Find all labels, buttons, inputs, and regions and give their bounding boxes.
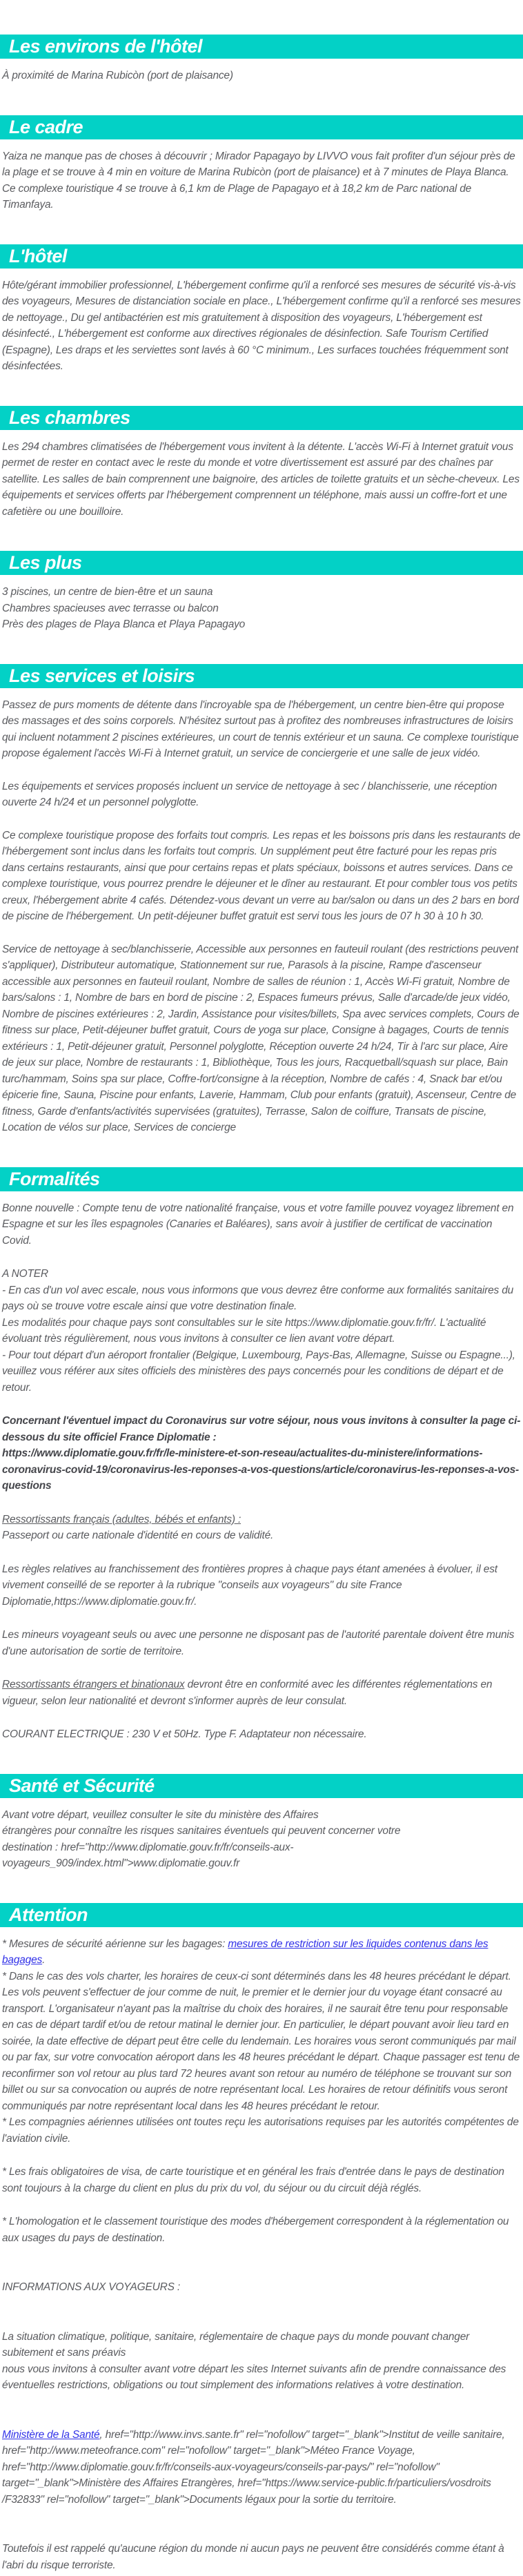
section-header-attention xyxy=(0,1903,523,1927)
section-body-services xyxy=(0,697,523,1136)
bagages-prefix: * Mesures de sécurité aérienne sur les bagages: xyxy=(2,1938,228,1950)
section-body-hotel xyxy=(0,277,523,375)
section-title-plus: Les plus xyxy=(9,552,82,573)
a-noter-line: - En cas d'un vol avec escale, nous vous informons que vous devrez être conforme aux formalités sanitaires du pays où se trouve votre escale ainsi que votre destination finale. xyxy=(2,1284,514,1312)
courant-electrique-text: COURANT ELECTRIQUE : 230 V et 50Hz. Type F. Adaptateur non nécessaire. xyxy=(2,1728,367,1740)
ressortissants-francais-heading: Ressortissants français (adultes, bébés et enfants) : xyxy=(2,1513,241,1525)
homologation-text: * L'homologation et le classement touristique des modes d'hébergement correspondent à la réglementation ou aux usages du pays de destination. xyxy=(2,2216,509,2244)
section-header-formalites xyxy=(0,1167,523,1191)
section-body-sante xyxy=(0,1807,523,1872)
list-item: 3 piscines, un centre de bien-être et un sauna xyxy=(2,586,213,598)
ressortissants-etrangers-block xyxy=(2,1677,521,1709)
a-noter-line: Les modalités pour chaque pays sont consultables sur le site https://www.diplomatie.gouv.fr/fr/. L'actualité évoluant très régulièrement, nous vous invitons à consulter ce lien avant votre départ. xyxy=(2,1316,486,1345)
page xyxy=(0,35,523,2573)
informations-voyageurs-heading: INFORMATIONS AUX VOYAGEURS : xyxy=(2,2281,180,2293)
section-title-environs: Les environs de l'hôtel xyxy=(9,36,202,57)
services-paragraph: Passez de purs moments de détente dans l'incroyable spa de l'hébergement, un centre bien-être qui propose des massages et des soins corporels. N'hésitez surtout pas à profitez des nombreuses infrastructures de loisirs qui incluent notamment 2 piscines extérieures, un court de tennis extérieur et un sauna. Ce complexe touristique propose également l'accès Wi-Fi à Internet gratuit, un service de conciergerie et une salle de jeux vidéo. xyxy=(2,699,519,759)
mineurs-text: Les mineurs voyageant seuls ou avec une personne ne disposant pas de l'autorité parentale doivent être munis d'une autorisation de sortie de territoire. xyxy=(2,1629,515,1657)
environs-text: À proximité de Marina Rubicòn (port de plaisance) xyxy=(2,70,233,81)
section-header-services xyxy=(0,664,523,688)
ministere-sante-link[interactable]: Ministère de la Santé xyxy=(2,2428,100,2441)
frontieres-text: Les règles relatives au franchissement des frontières propres à chaque pays étant amenées à évoluer, il est vivement conseillé de se reporter à la rubrique "conseils aux voyageurs" du site France Diplomatie,https://www.diplomatie.gouv.fr/. xyxy=(2,1563,497,1608)
cadre-text: Yaiza ne manque pas de choses à découvrir ; Mirador Papagayo by LIVVO vous fait profiter d'un séjour près de la plage et se trouve à 4 min en voiture de Marina Rubicòn (port de plaisance) et à 7 minutes de Playa Blanca. Ce complexe touristique 4 se trouve à 6,1 km de Plage de Papagayo et à 18,2 km de Parc national de Timanfaya. xyxy=(2,150,515,211)
situation-line: La situation climatique, politique, sanitaire, réglementaire de chaque pays du monde pouvant changer subitement et sans préavis xyxy=(2,2330,470,2359)
section-body-formalites xyxy=(0,1200,523,1743)
bagages-restriction-link[interactable]: mesures de restriction sur les liquides contenus dans les bagages xyxy=(2,1938,489,1966)
passeport-text: Passeport ou carte nationale d'identité en cours de validité. xyxy=(2,1530,274,1541)
situation-block xyxy=(2,2329,521,2394)
services-amenities-list: Service de nettoyage à sec/blanchisserie, Accessible aux personnes en fauteuil roulant (des restrictions peuvent s'appliquer), Distributeur automatique, Stationnement sur rue, Parasols à la piscine, Rampe d'ascenseur accessible aux personnes en fauteuil roulant, Nombre de salles de réunion : 1, Accès Wi-Fi gratuit, Nombre de bars/salons : 1, Nombre de bars en bord de piscine : 2, Espaces fumeurs prévus, Salle d'arcade/de jeux vidéo, Nombre de piscines extérieures : 2, Jardin, Assistance pour visites/billets, Spa avec services complets, Cours de fitness sur place, Petit-déjeuner buffet gratuit, Cours de yoga sur place, Consigne à bagages, Courts de tennis extérieurs : 1, Petit-déjeuner gratuit, Personnel polyglotte, Réception ouverte 24 h/24, Tir à l'arc sur place, Aire de jeux sur place, Nombre de restaurants : 1, Bibliothèque, Tous les jours, Racquetball/squash sur place, Bain turc/hammam, Soins spa sur place, Coffre-fort/consigne à la réception, Nombre de cafés : 4, Snack bar et/ou épicerie fine, Sauna, Piscine pour enfants, Laverie, Hammam, Club pour enfants (gratuit), Ascenseur, Centre de fitness, Garde d'enfants/activités supervisées (gratuites), Terrasse, Salon de coiffure, Transats de piscine, Location de vélos sur place, Services de concierge xyxy=(2,943,520,1133)
section-title-chambres: Les chambres xyxy=(9,407,130,428)
section-header-sante xyxy=(0,1774,523,1798)
services-paragraph: Ce complexe touristique propose des forfaits tout compris. Les repas et les boissons pris dans les restaurants de l'hébergement sont inclus dans les forfaits tout compris. Un supplément peut être facturé pour les repas pris dans certains restaurants, ainsi que pour certains repas et plats spéciaux, boissons et autres services. Dans ce complexe touristique, vous pourrez prendre le déjeuner et le dîner au restaurant. Et pour combler tous vos petits creux, l'hébergement abrite 4 cafés. Détendez-vous devant un verre au bar/salon ou dans un des 2 bars en bord de piscine de l'hébergement. Un petit-déjeuner buffet gratuit est servi tous les jours de 07 h 30 à 10 h 30. xyxy=(2,829,521,922)
section-body-chambres xyxy=(0,439,523,520)
liens-utiles-block xyxy=(2,2427,521,2508)
services-paragraph: Les équipements et services proposés incluent un service de nettoyage à sec / blanchisserie, une réception ouverte 24 h/24 et un personnel polyglotte. xyxy=(2,780,497,808)
section-header-hotel xyxy=(0,244,523,269)
terrorisme-text: Toutefois il est rappelé qu'aucune région du monde ni aucun pays ne peuvent être considérés comme étant à l'abri du risque terroriste. xyxy=(2,2543,504,2571)
section-title-services: Les services et loisirs xyxy=(9,665,195,686)
section-body-plus xyxy=(0,584,523,633)
covid-notice-block xyxy=(2,1413,521,1494)
covid-notice-text: Concernant l'éventuel impact du Coronavirus sur votre séjour, nous vous invitons à consulter la page ci-dessous du site officiel France Diplomatie : xyxy=(2,1415,521,1443)
section-body-attention xyxy=(0,1936,523,2574)
attention-charter-block xyxy=(2,1936,521,2147)
sante-line: étrangères pour connaître les risques sanitaires éventuels qui peuvent concerner votre xyxy=(2,1825,401,1837)
section-body-cadre xyxy=(0,148,523,213)
list-item: Chambres spacieuses avec terrasse ou balcon xyxy=(2,602,219,614)
list-item: Près des plages de Playa Blanca et Playa Papagayo xyxy=(2,618,246,630)
compagnies-text: * Les compagnies aériennes utilisées ont toutes reçu les autorisations requises par les autorités compétentes de l'aviation civile. xyxy=(2,2116,519,2145)
section-header-plus xyxy=(0,551,523,575)
covid-info-url: https://www.diplomatie.gouv.fr/fr/le-ministere-et-son-reseau/actualites-du-ministere/informations-coronavirus-covid-19/coronavirus-les-reponses-a-vos-questions/article/coronavirus-les-reponses-a-vos-questions xyxy=(2,1447,520,1492)
section-header-environs xyxy=(0,35,523,59)
a-noter-line: A NOTER xyxy=(2,1268,48,1280)
section-header-chambres xyxy=(0,406,523,430)
ressortissants-francais-block xyxy=(2,1512,521,1544)
situation-line: nous vous invitons à consulter avant votre départ les sites Internet suivants afin de prendre connaissance des éventuelles restrictions, obligations ou tout simplement des informations relatives à votre destination. xyxy=(2,2363,506,2391)
section-header-cadre xyxy=(0,115,523,139)
ressortissants-etrangers-rest: devront être en conformité avec les différentes réglementations en vigueur, selon leur nationalité et devront s'informer auprès de leur consulat. xyxy=(2,1679,493,1707)
section-body-environs xyxy=(0,68,523,84)
bagages-suffix: . xyxy=(42,1954,46,1966)
frais-text: * Les frais obligatoires de visa, de carte touristique et en général les frais d'entrée dans le pays de destination sont toujours à la charge du client en plus du prix du vol, du séjour ou du circuit déjà réglés. xyxy=(2,2166,504,2194)
formalites-a-noter-block xyxy=(2,1266,521,1396)
liens-utiles-rest: , href="http://www.invs.sante.fr" rel="nofollow" target="_blank">Institut de veille sanitaire, href="http://www.meteofrance.com" rel="nofollow" target="_blank">Méteo France Voyage, href="http://www.diplomatie.gouv.fr/fr/conseils-aux-voyageurs/conseils-par-pays/" rel="nofollow" target="_blank">Ministère des Affaires Etrangères, href="https://www.service-public.fr/particuliers/vosdroits /F32833" rel="nofollow" target="_blank">Documents légaux pour la sortie du territoire. xyxy=(2,2428,505,2506)
chambres-text: Les 294 chambres climatisées de l'hébergement vous invitent à la détente. L'accès Wi-Fi à Internet gratuit vous permet de rester en contact avec le reste du monde et votre divertissement est assuré par des chaînes par satellite. Les salles de bain comprennent une baignoire, des articles de toilette gratuits et un sèche-cheveux. Les équipements et services offerts par l'hébergement comprennent un téléphone, mais aussi un coffre-fort et une cafetière ou une bouilloire. xyxy=(2,440,520,518)
a-noter-line: - Pour tout départ d'un aéroport frontalier (Belgique, Luxembourg, Pays-Bas, Allemagne, Suisse ou Espagne...), veuillez vous référer aux sites officiels des ministères des pays concernés pour les conditions de départ et de retour. xyxy=(2,1349,515,1394)
sante-line: Avant votre départ, veuillez consulter le site du ministère des Affaires xyxy=(2,1808,319,1821)
hotel-text: Hôte/gérant immobilier professionnel, L'hébergement confirme qu'il a renforcé ses mesures de sécurité vis-à-vis des voyageurs, Mesures de distanciation sociale en place., L'hébergement confirme qu'il a renforcé ses mesures de nettoyage., Du gel antibactérien est mis gratuitement à disposition des voyageurs, L'hébergement est désinfecté., L'hébergement est conforme aux directives régionales de désinfection. Safe Tourism Certified (Espagne), Les draps et les serviettes sont lavés à 60 °C minimum., Les surfaces touchées fréquemment sont désinfectées. xyxy=(2,279,521,372)
sante-line: destination : href="http://www.diplomatie.gouv.fr/fr/conseils-aux-voyageurs_909/index.html">www.diplomatie.gouv.fr xyxy=(2,1841,294,1869)
section-title-cadre: Le cadre xyxy=(9,116,83,137)
ressortissants-etrangers-lead: Ressortissants étrangers et binationaux xyxy=(2,1679,185,1690)
section-title-attention: Attention xyxy=(9,1904,88,1925)
section-title-hotel: L'hôtel xyxy=(9,245,67,266)
formalites-intro: Bonne nouvelle : Compte tenu de votre nationalité française, vous et votre famille pouvez voyagez librement en Espagne et sur les îles espagnoles (Canaries et Baléares), sans avoir à justifier de certificat de vaccination Covid. xyxy=(2,1202,514,1247)
bagages-line xyxy=(2,1936,521,1969)
section-title-formalites: Formalités xyxy=(9,1168,100,1189)
section-title-sante: Santé et Sécurité xyxy=(9,1775,155,1796)
charter-text: * Dans le cas des vols charter, les horaires de ceux-ci sont déterminés dans les 48 heures précédant le départ. Les vols peuvent s'effectuer de jour comme de nuit, le premier et le dernier jour du voyage étant consacré au transport. L'organisateur n'ayant pas la maîtrise du choix des horaires, il ne saurait être tenu pour responsable en cas de départ tardif et/ou de retour matinal le dernier jour. En particulier, le départ pouvant avoir lieu tard en soirée, la date effective de départ peut être celle du lendemain. Les horaires vous seront communiqués par mail ou par fax, sur votre convocation aéroport dans les 48 heures précédant le départ. Chaque passager est tenu de reconfirmer son vol retour au plus tard 72 heures avant son retour au numéro de téléphone se trouvant sur son billet ou sur sa convocation ou auprés de notre représentant local. Les horaires de retour définitifs vous seront communiqués par notre représentant local dans les 48 heures précédant le retour. xyxy=(2,1970,520,2112)
